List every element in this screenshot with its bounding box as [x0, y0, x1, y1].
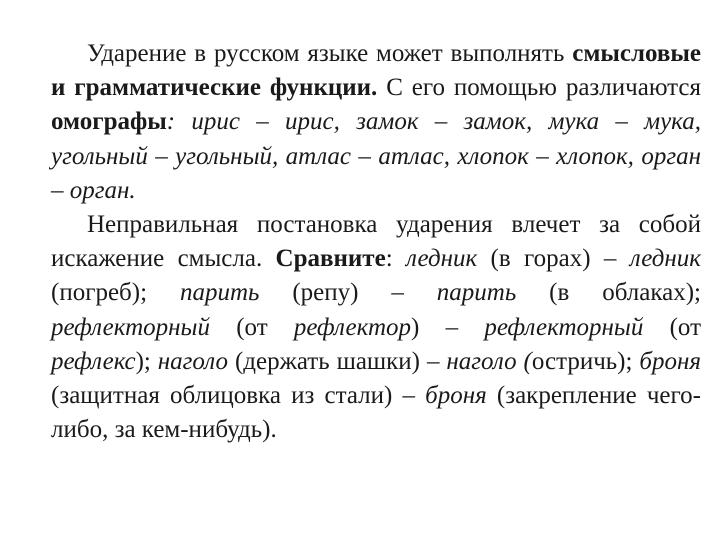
- text-run: ) –: [411, 313, 485, 341]
- text-run: (от: [209, 313, 294, 341]
- example-word: парить: [179, 279, 260, 307]
- paragraph-stress-functions: [51, 37, 701, 208]
- bold-compare: Сравните: [275, 245, 386, 273]
- text-run: (в облаках);: [516, 279, 702, 307]
- bold-phrase: смысловые и грамматические функции.: [51, 40, 701, 102]
- text-block: [51, 37, 701, 447]
- example-word: рефлектор: [293, 313, 412, 341]
- text-run: (от: [643, 313, 702, 341]
- example-word: наголо (: [446, 347, 532, 375]
- bold-term-homographs: омографы: [51, 108, 167, 136]
- text-run: (погреб);: [51, 279, 180, 307]
- example-word: броня: [425, 382, 487, 410]
- text-run: (репу) –: [259, 279, 437, 307]
- text-run: (защитная облицовка из стали) –: [51, 382, 426, 410]
- text-run: Неправильная постановка ударения влечет за собой искажение смысла.: [51, 211, 701, 273]
- text-run: (закрепление чего-либо, за кем-нибудь).: [51, 382, 701, 444]
- example-word: наголо: [157, 347, 229, 375]
- example-word: парить: [436, 279, 517, 307]
- paragraph-wrong-stress: [51, 208, 701, 447]
- example-word: рефлекторный: [484, 313, 644, 341]
- example-word: ледник: [629, 245, 701, 273]
- example-word: броня: [639, 347, 701, 375]
- text-run: );: [135, 347, 158, 375]
- text-run: остричь);: [531, 347, 640, 375]
- text-run: С его помощью различаются: [377, 74, 701, 102]
- example-word: рефлекс: [51, 347, 136, 375]
- homograph-examples: : ирис – ирис, замок – замок, мука – мука, угольный – угольный, атлас – атлас, хлопок – хлопок, орган – орган.: [51, 108, 701, 204]
- text-run: (в горах) –: [477, 245, 630, 273]
- text-run: Ударение в русском языке может выполнять: [87, 40, 573, 67]
- example-word: рефлекторный: [51, 313, 210, 341]
- text-run: (держать шашки) –: [228, 347, 447, 375]
- example-word: ледник: [405, 245, 478, 273]
- text-run: :: [385, 245, 406, 273]
